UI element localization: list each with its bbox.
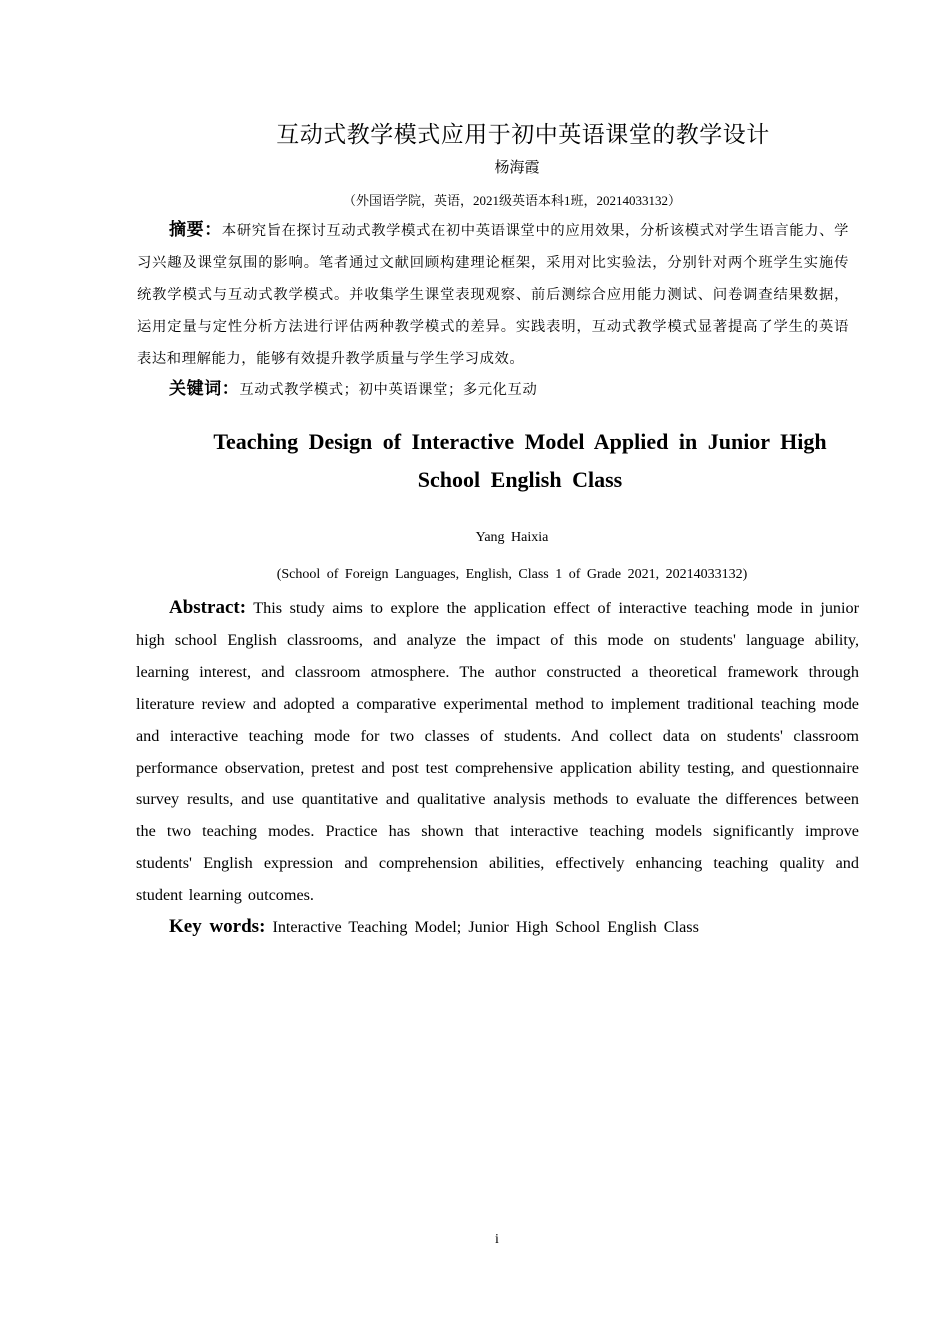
english-abstract-text: This study aims to explore the application effect of interactive teaching mode in junior high school English classrooms, and analyze the impact of this mode on students' language ability, learning interest, and classroom atmosphere. The author constructed a theoretical framework through literature review and adopted a comparative experimental method to implement traditional teaching mode and interactive teaching mode for two classes of students. And collect data on students' classroom performance observation, pretest and post test comprehensive application ability testing, and questionnaire survey results, and use quantitative and qualitative analysis methods to evaluate the differences between the two teaching modes. Practice has shown that interactive teaching models significantly improve students' English expression and comprehension abilities, effectively enhancing teaching quality and student learning outcomes.	[136, 599, 860, 905]
page-number: i	[495, 1232, 499, 1247]
english-abstract	[136, 592, 859, 912]
english-title: Teaching Design of Interactive Model Applied in Junior High School English Class	[213, 429, 827, 492]
chinese-abstract	[137, 214, 849, 375]
chinese-keywords	[169, 375, 849, 404]
english-abstract-label: Abstract:	[169, 597, 247, 618]
chinese-keywords-text: 互动式教学模式；初中英语课堂；多元化互动	[239, 382, 538, 398]
chinese-title: 互动式教学模式应用于初中英语课堂的教学设计	[276, 122, 770, 148]
english-keywords-text: Interactive Teaching Model; Junior High School English Class	[272, 918, 699, 936]
english-keywords	[169, 911, 859, 943]
chinese-abstract-text: 本研究旨在探讨互动式教学模式在初中英语课堂中的应用效果，分析该模式对学生语言能力、学习兴趣及课堂氛围的影响。笔者通过文献回顾构建理论框架，采用对比实验法，分别针对两个班学生实施传统教学模式与互动式教学模式。并收集学生课堂表现观察、前后测综合应用能力测试、问卷调查结果数据，运用定量与定性分析方法进行评估两种教学模式的差异。实践表明，互动式教学模式显著提高了学生的英语表达和理解能力，能够有效提升教学质量与学生学习成效。	[137, 223, 849, 367]
english-affiliation: (School of Foreign Languages, English, Class 1 of Grade 2021, 20214033132)	[276, 567, 748, 582]
english-keywords-label: Key words:	[169, 916, 266, 937]
chinese-author: 杨海霞	[494, 158, 540, 176]
chinese-keywords-label: 关键词：	[169, 379, 240, 399]
english-author: Yang Haixia	[475, 530, 549, 545]
chinese-abstract-label: 摘要：	[169, 220, 222, 240]
chinese-affiliation: （外国语学院，英语，2021级英语本科1班，20214033132）	[342, 193, 681, 208]
